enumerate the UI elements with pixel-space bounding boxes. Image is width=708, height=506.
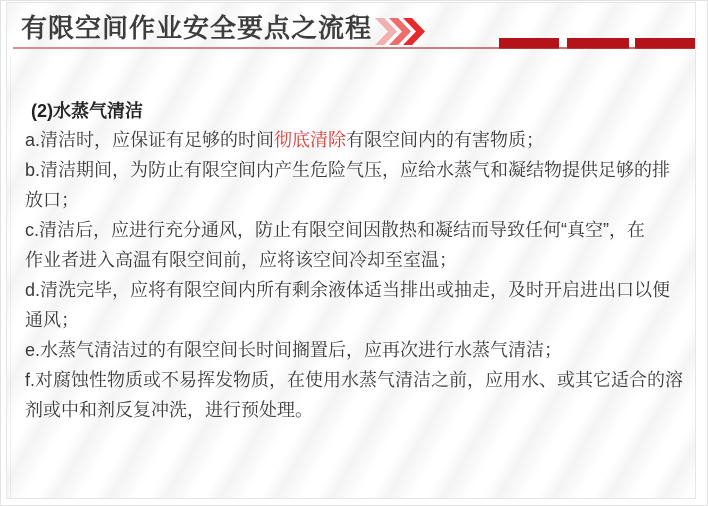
body-text: 剂或中和剂反复冲洗，进行预处理。 <box>25 400 313 420</box>
triple-chevron-icon <box>375 18 433 45</box>
paragraph <box>25 125 693 155</box>
body-text: 作业者进入高温有限空间前，应将该空间冷却至室温； <box>25 250 457 270</box>
body-text: 放口； <box>25 190 79 210</box>
content-left-edge <box>10 56 11 498</box>
accent-bar <box>567 38 629 48</box>
body-text: 通风； <box>25 310 79 330</box>
header-accent-bars <box>499 38 695 48</box>
body-text: a.清洁时，应保证有足够的时间 <box>25 130 275 150</box>
body-text: f.对腐蚀性物质或不易挥发物质，在使用水蒸气清洁之前，应用水、或其它适合的溶 <box>25 370 683 390</box>
paragraph-list <box>25 125 693 425</box>
body-text: b.清洁期间，为防止有限空间内产生危险气压，应给水蒸气和凝结物提供足够的排 <box>25 160 671 180</box>
body-text: d.清洗完毕，应将有限空间内所有剩余液体适当排出或抽走，及时开启进出口以便 <box>25 280 671 300</box>
section-heading: (2)水蒸气清洁 <box>31 101 143 121</box>
paragraph <box>25 275 693 335</box>
highlighted-text: 彻底清除 <box>274 130 347 150</box>
paragraph <box>25 215 693 275</box>
accent-bar <box>499 38 559 48</box>
paragraph <box>25 335 693 365</box>
paragraph <box>25 365 693 425</box>
body-text: c.清洁后，应进行充分通风，防止有限空间因散热和凝结而导致任何“真空”，在 <box>25 220 645 240</box>
slide-title: 有限空间作业安全要点之流程 <box>21 13 373 43</box>
body-text: e.水蒸气清洁过的有限空间长时间搁置后，应再次进行水蒸气清洁； <box>25 340 563 360</box>
accent-bar <box>635 38 695 48</box>
paragraph <box>25 155 693 215</box>
slide <box>6 2 696 499</box>
body-text: 有限空间内的有害物质； <box>346 130 545 150</box>
